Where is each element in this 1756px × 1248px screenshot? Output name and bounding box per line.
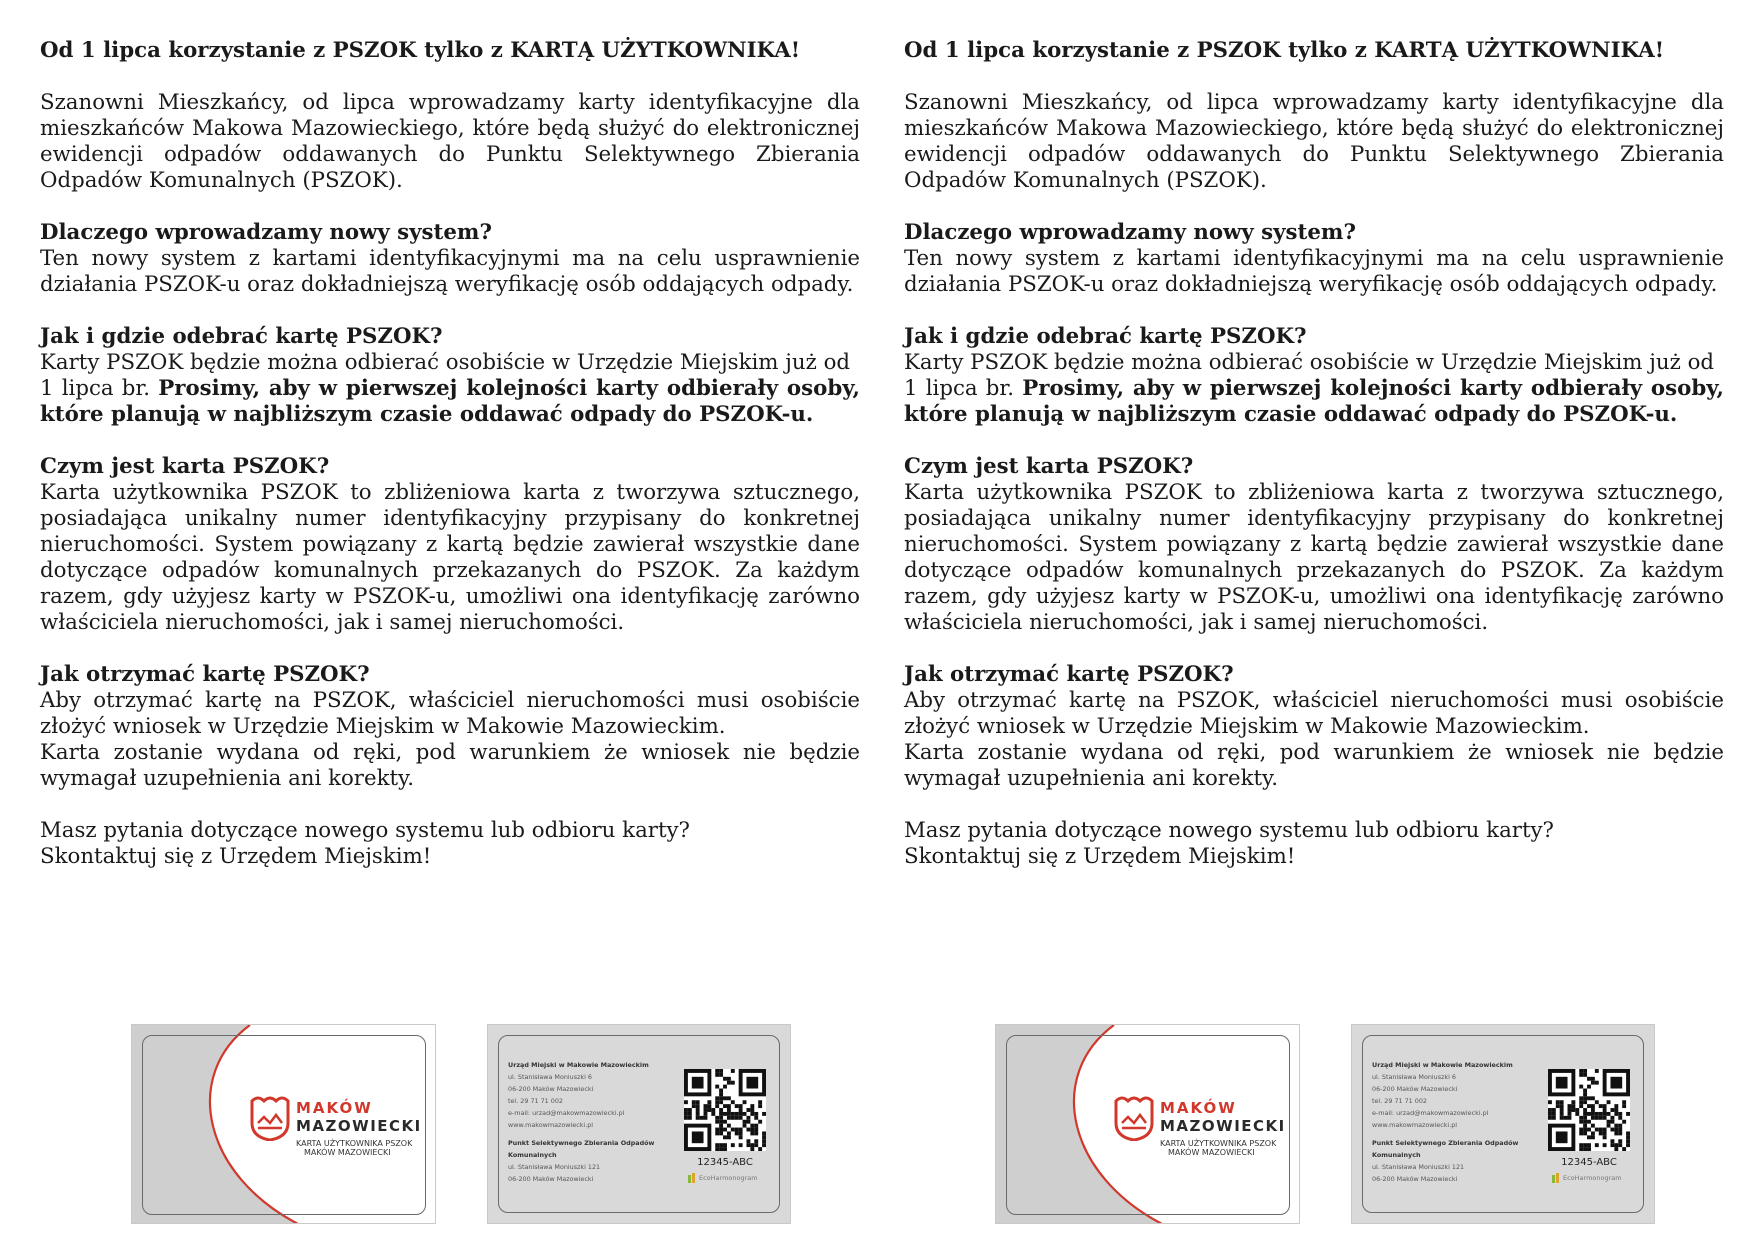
answer-where-line1: Karty PSZOK będzie można odbierać osobiście w Urzędzie Miejskim już od [40, 350, 851, 375]
card-front [131, 1024, 436, 1224]
office-street: ul. Stanisława Moniuszki 6 [1372, 1073, 1456, 1081]
answer-why: Ten nowy system z kartami identyfikacyjnymi ma na celu usprawnienie działania PSZOK-u oraz dokładniejszą weryfikację osób oddających odpady. [904, 246, 1724, 297]
office-city: 06-200 Maków Mazowiecki [1372, 1085, 1458, 1093]
question-why: Dlaczego wprowadzamy nowy system? [40, 220, 492, 245]
eco-leaf-icon [688, 1173, 696, 1183]
brand-line1: MAKÓW [296, 1099, 373, 1117]
answer-how-p1: Aby otrzymać kartę na PSZOK, właściciel nieruchomości musi osobiście złożyć wniosek w Urzędzie Miejskim w Makowie Mazowieckim. [904, 688, 1724, 739]
pszok-city: 06-200 Maków Mazowiecki [1372, 1175, 1458, 1183]
crest-icon [248, 1095, 292, 1141]
pszok-name1: Punkt Selektywnego Zbierania Odpadów [508, 1139, 655, 1147]
card-subtitle2: MAKÓW MAZOWIECKI [304, 1148, 391, 1157]
pszok-street: ul. Stanisława Moniuszki 121 [508, 1163, 601, 1171]
office-email: e-mail: urzad@makowmazowiecki.pl [1372, 1109, 1489, 1117]
office-phone: tel. 29 71 71 002 [508, 1097, 563, 1105]
card-contact-info [1372, 1059, 1542, 1185]
card-preview-group [0, 1024, 878, 1226]
card-back [1351, 1024, 1655, 1224]
answer-how-p2: Karta zostanie wydana od ręki, pod warunkiem że wniosek nie będzie wymagał uzupełnienia ani korekty. [904, 740, 1724, 791]
brand-line2: MAZOWIECKI [1160, 1117, 1286, 1135]
answer-where-date: 1 lipca br. [904, 376, 1015, 401]
card-subtitle1: KARTA UŻYTKOWNIKA PSZOK [296, 1139, 413, 1148]
answer-why: Ten nowy system z kartami identyfikacyjnymi ma na celu usprawnienie działania PSZOK-u oraz dokładniejszą weryfikację osób oddających odpady. [40, 246, 860, 297]
card-back [487, 1024, 791, 1224]
office-web: www.makowmazowiecki.pl [1372, 1121, 1458, 1129]
answer-where-line1: Karty PSZOK będzie można odbierać osobiście w Urzędzie Miejskim już od [904, 350, 1715, 375]
question-what: Czym jest karta PSZOK? [40, 454, 330, 479]
question-how: Jak otrzymać kartę PSZOK? [40, 662, 370, 687]
crest-icon [1112, 1095, 1156, 1141]
office-email: e-mail: urzad@makowmazowiecki.pl [508, 1109, 625, 1117]
pszok-street: ul. Stanisława Moniuszki 121 [1372, 1163, 1465, 1171]
question-what: Czym jest karta PSZOK? [904, 454, 1194, 479]
closing-question: Masz pytania dotyczące nowego systemu lub odbioru karty? [904, 818, 1554, 843]
closing-question: Masz pytania dotyczące nowego systemu lub odbioru karty? [40, 818, 690, 843]
card-preview-group [864, 1024, 1742, 1226]
answer-what: Karta użytkownika PSZOK to zbliżeniowa karta z tworzywa sztucznego, posiadająca unikalny numer identyfikacyjny przypisany do konkretnej nieruchomości. System powiązany z kartą będzie zawierał wszystkie dane dotyczące odpadów komunalnych przekazanych do PSZOK. Za każdym razem, gdy użyjesz karty w PSZOK-u, umożliwi ona identyfikację zarówno właściciela nieruchomości, jak i samej nieruchomości. [40, 480, 860, 635]
qr-code-icon [1548, 1069, 1630, 1151]
office-name: Urząd Miejski w Makowie Mazowieckim [508, 1061, 649, 1069]
pszok-name2: Komunalnych [508, 1151, 557, 1159]
question-how: Jak otrzymać kartę PSZOK? [904, 662, 1234, 687]
closing-contact: Skontaktuj się z Urzędem Miejskim! [904, 844, 1296, 869]
eco-brand [1552, 1173, 1622, 1183]
pszok-city: 06-200 Maków Mazowiecki [508, 1175, 594, 1183]
leaflet-column-right [904, 38, 1724, 870]
eco-brand [688, 1173, 758, 1183]
answer-where-rest [40, 376, 860, 428]
eco-label: EcoHarmonogram [699, 1174, 758, 1182]
card-subtitle1: KARTA UŻYTKOWNIKA PSZOK [1160, 1139, 1277, 1148]
answer-where-rest [904, 376, 1724, 428]
intro-paragraph: Szanowni Mieszkańcy, od lipca wprowadzamy karty identyfikacyjne dla mieszkańców Makowa Mazowieckiego, które będą służyć do elektronicznej ewidencji odpadów oddawanych do Punktu Selektywnego Zbierania Odpadów Komunalnych (PSZOK). [904, 90, 1724, 193]
leaflet-column-left [40, 38, 860, 870]
pszok-name2: Komunalnych [1372, 1151, 1421, 1159]
card-contact-info [508, 1059, 678, 1185]
qr-code-icon [684, 1069, 766, 1151]
office-phone: tel. 29 71 71 002 [1372, 1097, 1427, 1105]
headline: Od 1 lipca korzystanie z PSZOK tylko z KARTĄ UŻYTKOWNIKA! [904, 38, 1665, 63]
question-where: Jak i gdzie odebrać kartę PSZOK? [40, 324, 443, 349]
answer-where-date: 1 lipca br. [40, 376, 151, 401]
office-street: ul. Stanisława Moniuszki 6 [508, 1073, 592, 1081]
brand-line1: MAKÓW [1160, 1099, 1237, 1117]
office-web: www.makowmazowiecki.pl [508, 1121, 594, 1129]
eco-leaf-icon [1552, 1173, 1560, 1183]
card-code: 12345-ABC [697, 1157, 753, 1168]
answer-how-p1: Aby otrzymać kartę na PSZOK, właściciel nieruchomości musi osobiście złożyć wniosek w Urzędzie Miejskim w Makowie Mazowieckim. [40, 688, 860, 739]
brand-line2: MAZOWIECKI [296, 1117, 422, 1135]
card-code: 12345-ABC [1561, 1157, 1617, 1168]
pszok-name1: Punkt Selektywnego Zbierania Odpadów [1372, 1139, 1519, 1147]
card-front [995, 1024, 1300, 1224]
eco-label: EcoHarmonogram [1563, 1174, 1622, 1182]
answer-where-bold: Prosimy, aby w pierwszej kolejności karty odbierały osoby, które planują w najbliższym czasie oddawać odpady do PSZOK-u. [40, 376, 860, 427]
headline: Od 1 lipca korzystanie z PSZOK tylko z KARTĄ UŻYTKOWNIKA! [40, 38, 801, 63]
intro-paragraph: Szanowni Mieszkańcy, od lipca wprowadzamy karty identyfikacyjne dla mieszkańców Makowa Mazowieckiego, które będą służyć do elektronicznej ewidencji odpadów oddawanych do Punktu Selektywnego Zbierania Odpadów Komunalnych (PSZOK). [40, 90, 860, 193]
office-city: 06-200 Maków Mazowiecki [508, 1085, 594, 1093]
answer-how-p2: Karta zostanie wydana od ręki, pod warunkiem że wniosek nie będzie wymagał uzupełnienia ani korekty. [40, 740, 860, 791]
question-why: Dlaczego wprowadzamy nowy system? [904, 220, 1356, 245]
answer-where-bold: Prosimy, aby w pierwszej kolejności karty odbierały osoby, które planują w najbliższym czasie oddawać odpady do PSZOK-u. [904, 376, 1724, 427]
card-subtitle2: MAKÓW MAZOWIECKI [1168, 1148, 1255, 1157]
question-where: Jak i gdzie odebrać kartę PSZOK? [904, 324, 1307, 349]
closing-contact: Skontaktuj się z Urzędem Miejskim! [40, 844, 432, 869]
office-name: Urząd Miejski w Makowie Mazowieckim [1372, 1061, 1513, 1069]
answer-what: Karta użytkownika PSZOK to zbliżeniowa karta z tworzywa sztucznego, posiadająca unikalny numer identyfikacyjny przypisany do konkretnej nieruchomości. System powiązany z kartą będzie zawierał wszystkie dane dotyczące odpadów komunalnych przekazanych do PSZOK. Za każdym razem, gdy użyjesz karty w PSZOK-u, umożliwi ona identyfikację zarówno właściciela nieruchomości, jak i samej nieruchomości. [904, 480, 1724, 635]
